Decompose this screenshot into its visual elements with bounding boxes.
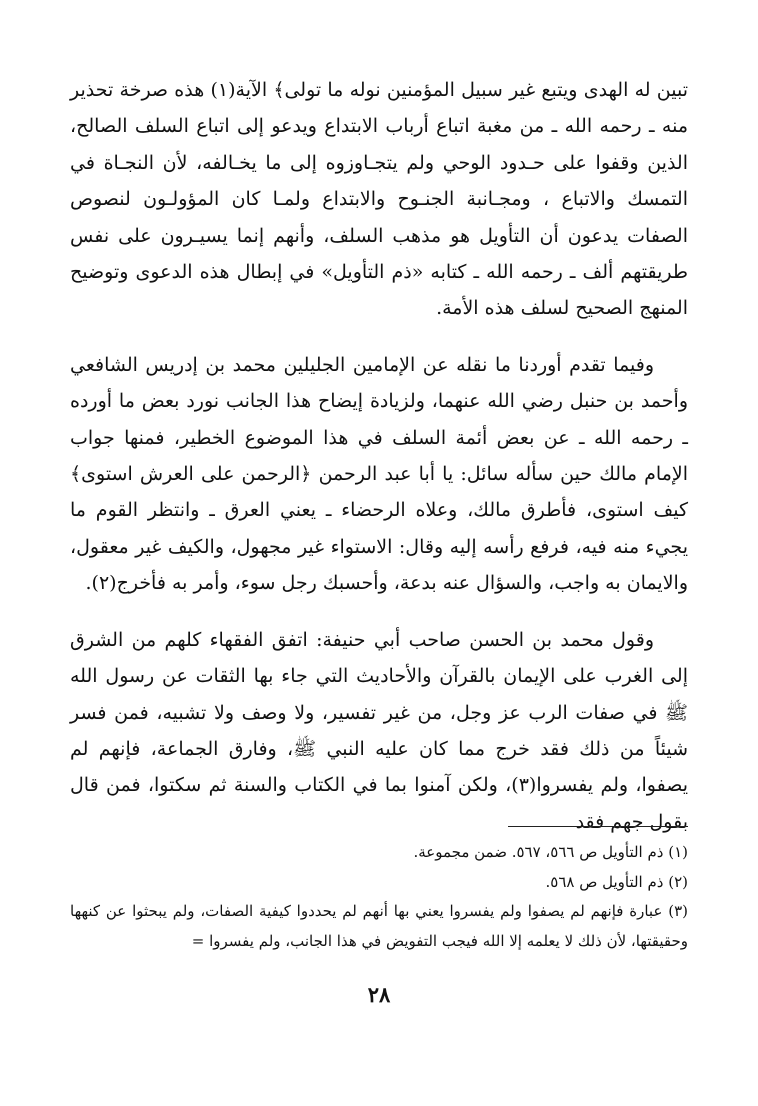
footnote-separator (508, 826, 688, 827)
footnote-1: (١) ذم التأويل ص ٥٦٦، ٥٦٧. ضمن مجموعة. (413, 843, 688, 861)
page-number: ٢٨ (367, 982, 391, 1007)
footnotes (70, 838, 688, 956)
paragraph-2: وفيما تقدم أوردنا ما نقله عن الإمامين الجليلين محمد بن إدريس الشافعي وأحمد بن حنبل رضي الله عنهما، ولزيادة إيضاح هذا الجانب نورد بعض ما أورده ـ رحمه الله ـ عن بعض أئمة السلف في هذا الموضوع الخطير، فمنها جواب الإمام مالك حين سأله سائل: يا أبا عبد الرحمن ﴿الرحمن على العرش استوى﴾ كيف استوى، فأطرق مالك، وعلاه الرحضاء ـ يعني العرق ـ وانتظر القوم ما يجيء منه فيه، فرفع رأسه إليه وقال: الاستواء غير مجهول، والكيف غير معقول، والايمان به واجب، والسؤال عنه بدعة، وأحسبك رجل سوء، وأمر به فأخرج(٢). (70, 353, 688, 595)
body-text (70, 72, 688, 860)
paragraph-3: وقول محمد بن الحسن صاحب أبي حنيفة: اتفق الفقهاء كلهم من الشرق إلى الغرب على الإيمان بالقرآن والأحاديث التي جاء بها الثقات عن رسول الله ﷺ في صفات الرب عز وجل، من غير تفسير، ولا وصف ولا تشبيه، فمن فسر شيئاً من ذلك فقد خرج مما كان عليه النبي ﷺ، وفارق الجماعة، فإنهم لم يصفوا، ولم يفسروا(٣)، ولكن آمنوا بما في الكتاب والسنة ثم سكتوا، فمن قال بقول جهم فقد (70, 628, 688, 833)
footnote-3: (٣) عبارة فإنهم لم يصفوا ولم يفسروا يعني بها أنهم لم يحددوا كيفية الصفات، ولم يبحثوا عن كنهها وحقيقتها، لأن ذلك لا يعلمه إلا الله فيجب التفويض في هذا الجانب، ولم يفسروا = (70, 902, 688, 950)
paragraph-1: تبين له الهدى ويتبع غير سبيل المؤمنين نوله ما تولى﴾ الآية(١) هذه صرخة تحذير منه ـ رحمه الله ـ من مغبة اتباع أرباب الابتداع ويدعو إلى اتباع السلف الصالح، الذين وقفوا على حـدود الوحي ولم يتجـاوزوه إلى ما يخـالفه، لأن النجـاة في التمسك والاتباع ، ومجـانبة الجنـوح والابتداع ولمـا كان المؤولـون لنصوص الصفات يدعون أن التأويل هو مذهب السلف، وأنهم إنما يسيـرون على نفس طريقتهم ألف ـ رحمه الله ـ كتابه «ذم التأويل» في إبطال هذه الدعوى وتوضيح المنهج الصحيح لسلف هذه الأمة. (70, 79, 688, 320)
footnote-2: (٢) ذم التأويل ص ٥٦٨. (545, 872, 688, 891)
